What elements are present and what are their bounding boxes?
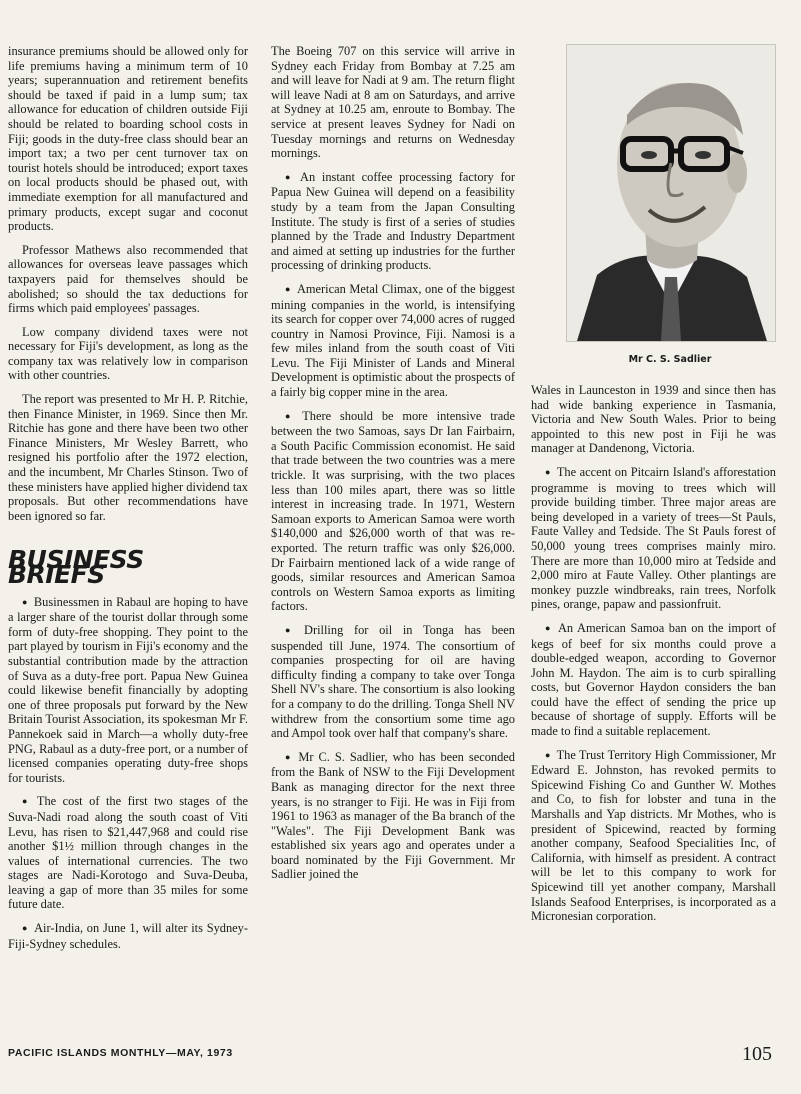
brief-item: ● American Metal Climax, one of the biggest mining companies in the world, is intensifying its search for copper over 74,000 acres of rugged country in Namosi Province, Fiji. Namosi is a few miles inland from the south coast of Viti Levu. The Fiji Minister of Lands and Mineral Development is optimistic about the prospects of a fairly big copper mine in the area. <box>271 282 515 400</box>
paragraph: Wales in Launceston in 1939 and since then has had wide banking experience in Tasmania, Victoria and New South Wales. Prior to being appointed to this new post in Fiji he was manager at Dandenong, Victoria. <box>531 383 776 456</box>
column-right <box>531 383 776 933</box>
publication-footer: PACIFIC ISLANDS MONTHLY—MAY, 1973 <box>8 1047 233 1059</box>
brief-item: ● The Trust Territory High Commissioner, Mr Edward E. Johnston, has revoked permits to Spicewind Fishing Co and Gunther W. Mothes and Co, to fish for lobster and tuna in the Marshalls and Yap districts. Mr Mothes, who is president of Spicewind, reacted by forming another company, Seafood Specialities Inc, of California, with himself as president. A contract will be let to this company to work for Spicewind till yet another company, Marshall Islands Seafood Enterprises, is incorporated as a Micronesian corporation. <box>531 748 776 924</box>
column-middle <box>271 44 515 891</box>
paragraph: Professor Mathews also recommended that allowances for overseas leave passages which taxpayers paid for themselves should be abolished; so should the tax deductions for firms which paid employees' passages. <box>8 242 248 316</box>
paragraph: The report was presented to Mr H. P. Ritchie, then Finance Minister, in 1969. Since then Mr. Ritchie has gone and there have been two other Finance Ministers, Mr Wesley Barrett, who resigned his portfolio after the 1972 election, and the incumbent, Mr Charles Stinson. Two of these ministers have applied higher dividend tax proposals. But other recommendations have been ignored so far. <box>8 392 248 523</box>
photo-caption: Mr C. S. Sadlier <box>628 354 712 365</box>
brief-item: ● Mr C. S. Sadlier, who has been seconded from the Bank of NSW to the Fiji Development Bank as managing director for the next three years, is no stranger to Fiji. He was in Fiji from 1961 to 1963 as manager of the Ba branch of the "Wales". The Fiji Development Bank was established six years ago and operates under a board nominated by the Fiji Government. Mr Sadlier joined the <box>271 750 515 882</box>
portrait-photo <box>566 44 776 342</box>
brief-item: ● There should be more intensive trade between the two Samoas, says Dr Ian Fairbairn, a South Pacific Commission economist. He said that trade between the two countries was a mere trickle. It was surprising, with the two places less than 100 miles apart, there was so little interest in increasing trade. In 1971, Western Samoan exports to American Samoa were worth $140,000 and $26,000 worth of that was re-exported. The return traffic was only $26,000. Dr Fairbairn mentioned lack of a wide range of goods, similar resources and American Samoa controls on Western Samoa exports as limiting factors. <box>271 409 515 614</box>
paragraph: Low company dividend taxes were not necessary for Fiji's development, as long as the company tax was relatively low in comparison with other countries. <box>8 324 248 383</box>
portrait-illustration <box>567 45 775 341</box>
brief-item: ● Air-India, on June 1, will alter its Sydney-Fiji-Sydney schedules. <box>8 921 248 951</box>
brief-item: ● The accent on Pitcairn Island's afforestation programme is moving to trees which will provide building timber. Three major areas are being developed in a variety of trees—St Pauls, Faute Valley and Tedside. The St Pauls forest of 50,000 young trees comprises mainly miro. There are more than 10,000 miro at Tedside and 2,000 miro at Faute Valley. Other plantings are monkey puzzle windbreaks, rain trees, Norfolk pines, orange, papaw and passionfruit. <box>531 465 776 612</box>
page-number: 105 <box>742 1043 772 1065</box>
brief-item: ● Drilling for oil in Tonga has been suspended till June, 1974. The consortium of companies prospecting for oil are having difficulty finding a company to take over Tonga Shell NV's share. The consortium is also looking for a company to do the drilling. Tonga Shell NV withdrew from the consortium some time ago and Ampol took over half that company's share. <box>271 623 515 741</box>
column-left <box>8 44 248 960</box>
brief-item: ● An instant coffee processing factory for Papua New Guinea will depend on a feasibility study by a team from the Japan Consulting Institute. The study is first of a series of studies planned by the Trade and Industry Department and aimed at setting up industries for the further processing of drinking products. <box>271 170 515 273</box>
brief-item: ● Businessmen in Rabaul are hoping to have a larger share of the tourist dollar through some form of duty-free shopping. They point to the part played by tourism in Fiji's economy and the substantial contribution made by the attraction of Suva as a duty-free port. Papua New Guinea could likewise benefit financially by adopting one of three proposals put forward by the New Britain Tourist Association, its spokesman Mr F. Pannekoek said in March—a wholly duty-free PNG, Rabaul as a duty-free port, or a number of licensed companies operating duty-free shops for tourists. <box>8 595 248 786</box>
section-heading: BUSINESS BRIEFS <box>8 545 144 589</box>
brief-item: ● The cost of the first two stages of the Suva-Nadi road along the south coast of Viti Levu, has risen to $21,447,968 and could rise another $1½ million through changes in the values of international currencies. The two stages are Nadi-Korotogo and Suva-Deuba, leaving a gap of more than 35 miles for some future date. <box>8 794 248 912</box>
brief-item: ● An American Samoa ban on the import of kegs of beef for six months could prove a double-edged weapon, according to Governor John M. Haydon. The aim is to curb spiralling costs, but Governor Haydon considers the ban could have the effect of sending the price up because of shortage of supply. Efforts will be made to find a suitable replacement. <box>531 621 776 739</box>
paragraph: The Boeing 707 on this service will arrive in Sydney each Friday from Bombay at 7.25 am and will leave for Nadi at 9 am. The return flight will leave Nadi at 8 am on Saturdays, and arrive at Sydney at 10.25 am, enroute to Bombay. The service at present leaves Sydney for Nadi on Tuesday mornings and returns on Wednesday mornings. <box>271 44 515 161</box>
paragraph: insurance premiums should be allowed only for life premiums having a minimum term of 10 years; superannuation and retirement benefits should be taxed if paid in a lump sum; tax allowance for education of children outside Fiji should be related to boarding school costs in Fiji; goods in the duty-free class should bear an import tax; a two per cent turnover tax on tourist hotels should be introduced; export taxes on local products should be phased out, with immediate exemption for all manufactured and primary products, except sugar and coconut products. <box>8 44 248 234</box>
